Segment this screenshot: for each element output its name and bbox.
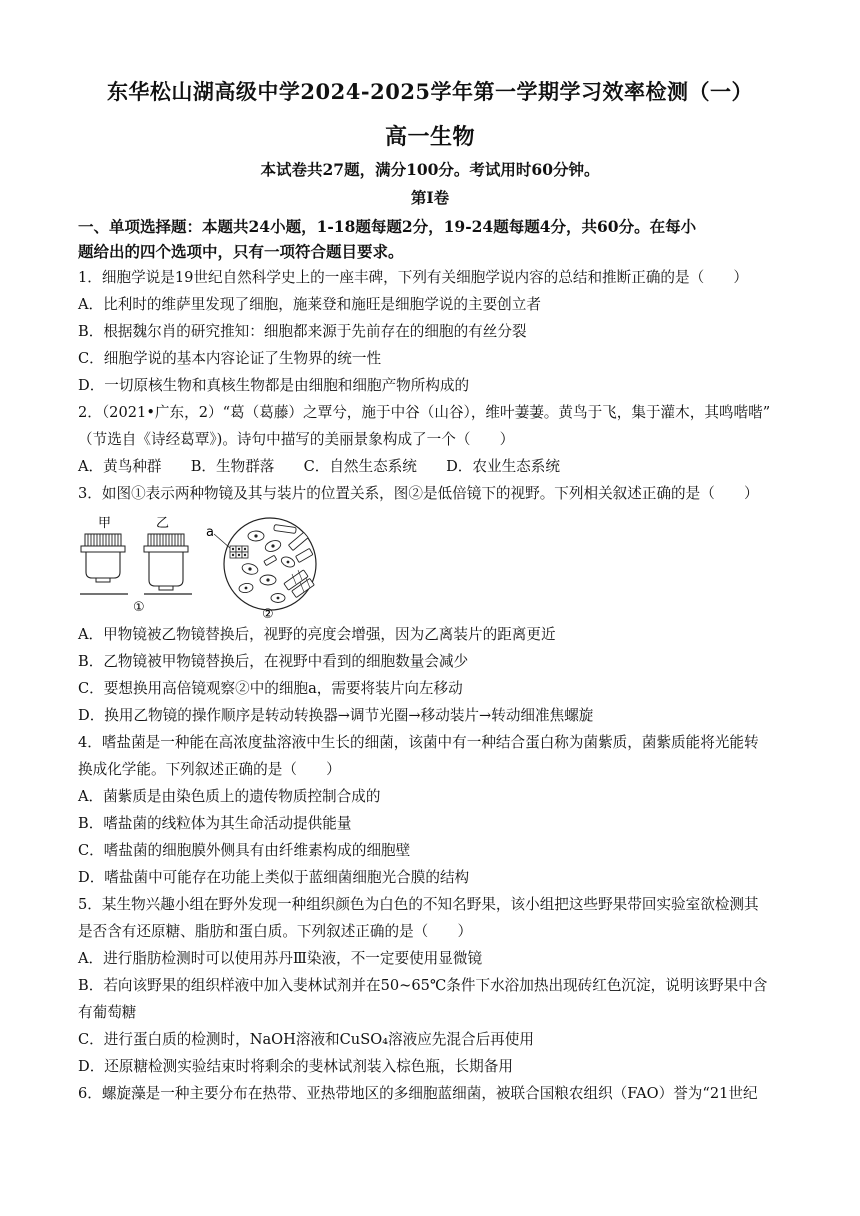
label-yi: 乙	[156, 516, 170, 531]
q3-option-d: D．换用乙物镜的操作顺序是转动转换器→调节光圈→移动装片→转动细准焦螺旋	[78, 707, 594, 724]
q1-option-b: B．根据魏尔肖的研究推知：细胞都来源于先前存在的细胞的有丝分裂	[78, 323, 527, 340]
label-fig1: ①	[133, 600, 145, 615]
label-a: a	[206, 525, 214, 540]
exam-info: 本试卷共27题，满分100分。考试用时60分钟。	[260, 160, 600, 179]
objective-yi	[144, 534, 192, 594]
q1-option-a: A．比利时的维萨里发现了细胞，施莱登和施旺是细胞学说的主要创立者	[78, 296, 541, 313]
section-heading-line1: 一、单项选择题：本题共24小题，1-18题每题2分，19-24题每题4分，共60分。在每小	[78, 217, 697, 236]
q5-option-b-line2: 有葡萄糖	[78, 1004, 137, 1021]
section-heading-line2: 题给出的四个选项中，只有一项符合题目要求。	[78, 242, 404, 261]
q6-stem: 6．螺旋藻是一种主要分布在热带、亚热带地区的多细胞蓝细菌，被联合国粮农组织（FAO）誉为“21世纪	[78, 1085, 758, 1102]
q1-option-d: D．一切原核生物和真核生物都是由细胞和细胞产物所构成的	[78, 377, 470, 394]
part-label: 第Ⅰ卷	[410, 188, 450, 207]
q1-option-c: C．细胞学说的基本内容论证了生物界的统一性	[78, 350, 382, 367]
microscope-diagram	[78, 514, 338, 620]
q2-stem-line2: （节选自《诗经葛覃》)。诗句中描写的美丽景象构成了一个（ ）	[78, 431, 515, 448]
q4-stem-line2: 换成化学能。下列叙述正确的是（ ）	[78, 761, 341, 778]
q3-stem: 3．如图①表示两种物镜及其与装片的位置关系，图②是低倍镜下的视野。下列相关叙述正确的是（ ）	[78, 485, 759, 502]
q3-option-c: C．要想换用高倍镜观察②中的细胞a，需要将装片向左移动	[78, 680, 463, 697]
q3-option-b: B．乙物镜被甲物镜替换后，在视野中看到的细胞数量会减少	[78, 653, 469, 670]
objective-jia	[80, 534, 128, 594]
q5-stem-line1: 5．某生物兴趣小组在野外发现一种组织颜色为白色的不知名野果，该小组把这些野果带回实验室欲检测其	[78, 896, 759, 913]
q1-stem: 1．细胞学说是19世纪自然科学史上的一座丰碑，下列有关细胞学说内容的总结和推断正确的是（ ）	[78, 269, 748, 286]
q2-options: A．黄鸟种群 B．生物群落 C．自然生态系统 D．农业生态系统	[78, 458, 560, 475]
q2-stem-line1: 2．（2021•广东，2）“葛（葛藤）之覃兮，施于中谷（山谷），维叶萋萋。黄鸟于飞，集于灌木，其鸣喈喈”	[78, 404, 771, 421]
q4-option-d: D．嗜盐菌中可能存在功能上类似于蓝细菌细胞光合膜的结构	[78, 869, 470, 886]
q5-option-a: A．进行脂肪检测时可以使用苏丹Ⅲ染液，不一定要使用显微镜	[78, 950, 483, 967]
q4-stem-line1: 4．嗜盐菌是一种能在高浓度盐溶液中生长的细菌，该菌中有一种结合蛋白称为菌紫质，菌紫质能将光能转	[78, 734, 759, 751]
label-jia: 甲	[98, 516, 112, 531]
q5-option-d: D．还原糖检测实验结束时将剩余的斐林试剂装入棕色瓶，长期备用	[78, 1058, 513, 1075]
subject-title: 高一生物	[384, 124, 475, 150]
q5-stem-line2: 是否含有还原糖、脂肪和蛋白质。下列叙述正确的是（ ）	[78, 923, 473, 940]
microscope-figure	[78, 514, 338, 620]
field-of-view	[206, 518, 316, 610]
label-fig2: ②	[262, 607, 274, 620]
q5-option-c: C．进行蛋白质的检测时，NaOH溶液和CuSO₄溶液应先混合后再使用	[78, 1031, 534, 1048]
q4-option-c: C．嗜盐菌的细胞膜外侧具有由纤维素构成的细胞壁	[78, 842, 411, 859]
q5-option-b-line1: B．若向该野果的组织样液中加入斐林试剂并在50~65℃条件下水浴加热出现砖红色沉淀，说明该野果中含	[78, 977, 768, 994]
q4-option-a: A．菌紫质是由染色质上的遗传物质控制合成的	[78, 788, 381, 805]
q3-option-a: A．甲物镜被乙物镜替换后，视野的亮度会增强，因为乙离装片的距离更近	[78, 626, 556, 643]
q4-option-b: B．嗜盐菌的线粒体为其生命活动提供能量	[78, 815, 352, 832]
exam-title: 东华松山湖高级中学2024-2025学年第一学期学习效率检测（一）	[106, 79, 754, 104]
